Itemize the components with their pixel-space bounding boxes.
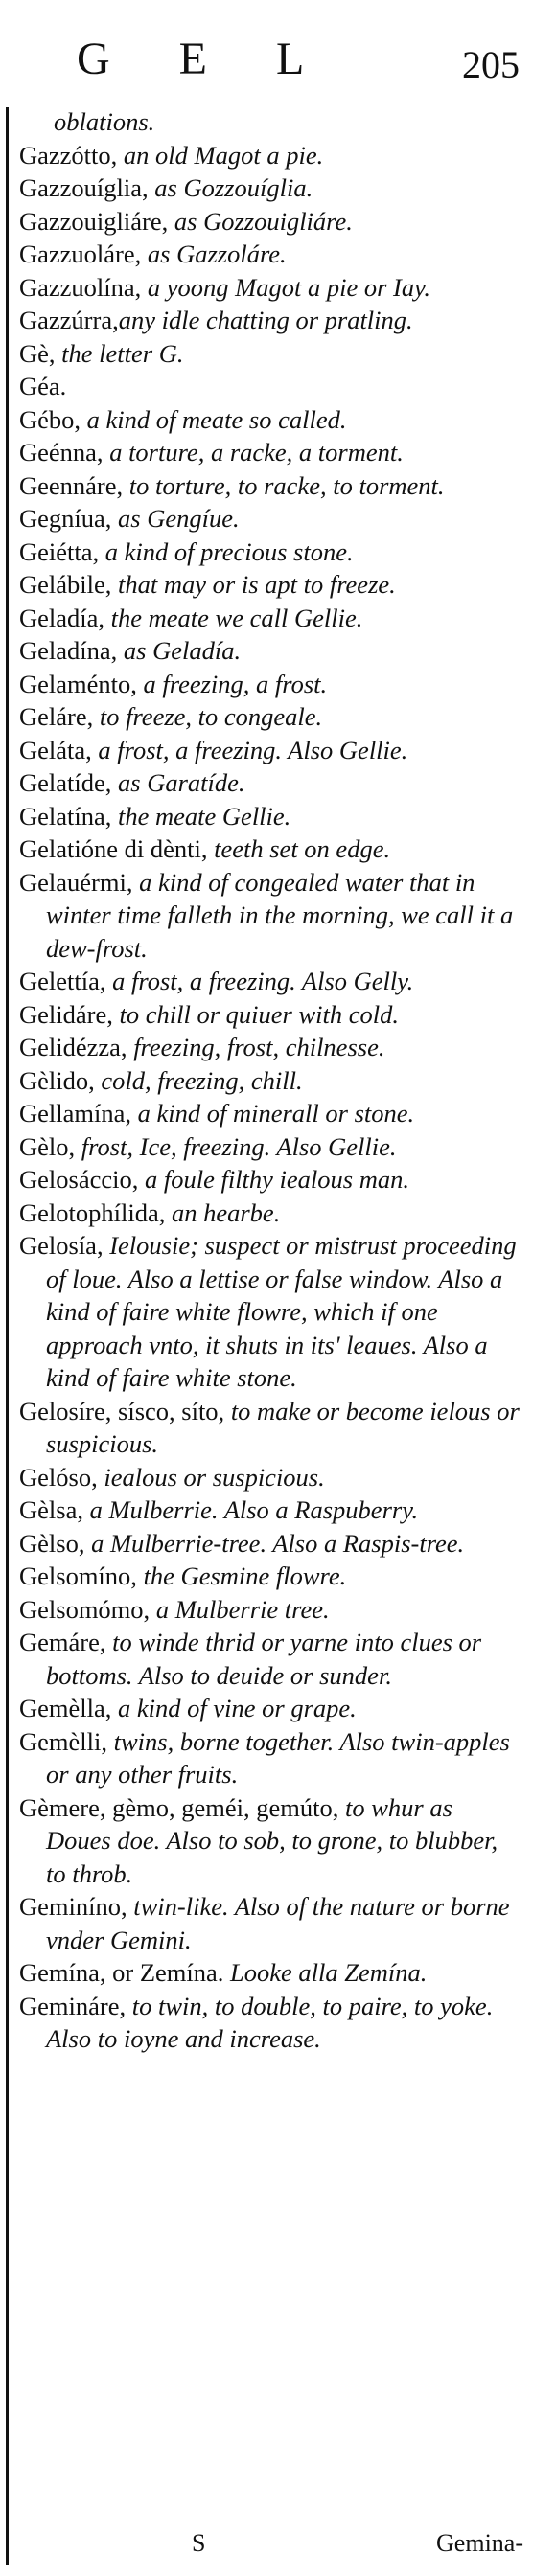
dictionary-entry <box>19 502 522 536</box>
entry-headword: Gèlso, <box>19 1528 85 1558</box>
dictionary-entry <box>19 1956 522 1990</box>
entry-headword: Geláre, <box>19 702 94 731</box>
entry-definition: cold, freezing, chill. <box>94 1065 303 1095</box>
entry-definition: as Gazzoláre. <box>141 239 287 268</box>
entry-headword: Gemináre, <box>19 1991 127 2020</box>
entry-headword: Gelsomómo, <box>19 1594 151 1624</box>
dictionary-entry <box>19 832 522 866</box>
dictionary-entry <box>19 1725 522 1791</box>
entry-headword: Gazzouigliáre, <box>19 206 169 236</box>
entry-definition: to chill or quiuer with cold. <box>112 999 399 1029</box>
entry-headword: Gèlo, <box>19 1131 76 1161</box>
dictionary-entry <box>19 1890 522 1956</box>
entry-headword: Gelettía, <box>19 967 106 995</box>
entry-definition: any idle chatting or pratling. <box>118 306 413 334</box>
entry-definition: to torture, to racke, to torment. <box>123 470 445 500</box>
dictionary-entry <box>19 700 522 734</box>
entry-definition: a kind of congealed water that in winter time falleth in the morning, we call it a dew-frost. <box>46 867 514 963</box>
entry-definition: oblations. <box>54 107 155 136</box>
entry-headword: Geénna, <box>19 438 104 467</box>
entry-headword: Gazzouíglia, <box>19 173 149 202</box>
entry-headword: Gazzúrra, <box>19 306 119 334</box>
entry-headword: Gelatína, <box>19 801 112 831</box>
entry-definition: to winde thrid or yarne into clues or bottoms. Also to deuide or sunder. <box>46 1628 482 1690</box>
entry-headword: Gèlido, <box>19 1065 95 1095</box>
entry-definition: a yoong Magot a pie or Iay. <box>141 272 431 302</box>
entry-definition: twin-like. Also of the nature or borne vnder Gemini. <box>46 1892 510 1954</box>
dictionary-entry <box>19 1395 522 1461</box>
dictionary-entry <box>19 1493 522 1527</box>
entry-definition: a torture, a racke, a torment. <box>103 438 404 467</box>
entry-definition: frost, Ice, freezing. Also Gellie. <box>75 1131 397 1161</box>
entry-column <box>19 105 522 2056</box>
dictionary-entry <box>19 634 522 668</box>
entry-definition: as Garatíde. <box>111 768 245 797</box>
entry-headword: Gazzuolína, <box>19 272 142 302</box>
entry-headword: Gè, <box>19 338 56 368</box>
entry-definition: a frost, a freezing. Also Gelly. <box>105 967 414 995</box>
dictionary-entry <box>19 171 522 205</box>
entry-definition: freezing, frost, chilnesse. <box>127 1033 385 1061</box>
entry-definition: Looke alla Zemína. <box>223 1958 428 1987</box>
dictionary-entry <box>19 403 522 437</box>
entry-headword: Gelábile, <box>19 570 112 599</box>
entry-definition: as Geladía. <box>117 636 242 665</box>
entry-definition: an hearbe. <box>165 1197 281 1227</box>
dictionary-entry <box>19 1163 522 1197</box>
entry-headword: Gazzuoláre, <box>19 239 142 268</box>
dictionary-entry <box>19 436 522 469</box>
entry-headword: Gébo, <box>19 404 81 434</box>
dictionary-entry <box>19 866 522 966</box>
entry-definition: to twin, to double, to paire, to yoke. Also to ioyne and increase. <box>46 1991 494 2053</box>
entry-definition: Ielousie; suspect or mistrust proceeding of loue. Also a lettise or false window. Also a kind of faire white flowre, which if one approach vnto, it shuts in its' leaues. Also a kind of faire white stone. <box>46 1231 517 1392</box>
entry-definition: to whur as Doues doe. Also to sob, to grone, to blubber, to throb. <box>46 1792 498 1888</box>
entry-headword: Gemèlli, <box>19 1726 107 1756</box>
dictionary-entry <box>19 1097 522 1130</box>
entry-headword: Geennáre, <box>19 470 124 500</box>
entry-headword: Gemáre, <box>19 1628 106 1656</box>
entry-headword: Gelóso, <box>19 1462 98 1492</box>
entry-definition: a Mulberrie tree. <box>150 1594 330 1624</box>
page-header <box>0 13 533 100</box>
entry-definition: to freeze, to congeale. <box>93 702 323 731</box>
entry-headword: Gelidézza, <box>19 1033 127 1061</box>
running-head: G E L <box>77 34 334 84</box>
dictionary-entry <box>19 1593 522 1627</box>
dictionary-entry <box>19 1626 522 1692</box>
dictionary-entry <box>19 238 522 271</box>
entry-definition: the Gesmine flowre. <box>136 1562 347 1590</box>
entry-definition: a frost, a freezing. Also Gellie. <box>91 735 408 764</box>
entry-headword: Gelaménto, <box>19 669 137 698</box>
dictionary-entry <box>19 139 522 172</box>
entry-headword: Gelosíre, sísco, síto, <box>19 1396 225 1425</box>
entry-headword: Geladína, <box>19 636 118 665</box>
entry-headword: Gelidáre, <box>19 999 113 1029</box>
dictionary-entry <box>19 1197 522 1230</box>
dictionary-entry <box>19 668 522 701</box>
page-number: 205 <box>462 43 520 86</box>
dictionary-entry <box>19 536 522 569</box>
entry-definition: teeth set on edge. <box>207 834 391 863</box>
dictionary-entry <box>19 1461 522 1494</box>
column-rule <box>6 107 9 2565</box>
entry-headword: Gellamína, <box>19 1099 131 1128</box>
entry-definition: a Mulberrie. Also a Raspuberry. <box>82 1495 419 1524</box>
entry-headword: Gèlsa, <box>19 1495 83 1524</box>
entry-headword: Gelosía, <box>19 1231 104 1260</box>
entry-definition: the letter G. <box>55 338 184 368</box>
dictionary-entry <box>19 1064 522 1098</box>
dictionary-entry <box>19 1692 522 1725</box>
entry-definition: a kind of vine or grape. <box>111 1694 357 1722</box>
dictionary-entry <box>19 370 522 403</box>
dictionary-entry <box>19 1560 522 1593</box>
entry-headword: Gelatióne di dènti, <box>19 834 208 863</box>
dictionary-entry <box>19 469 522 503</box>
entry-definition: twins, borne together. Also twin-apples or any other fruits. <box>46 1726 510 1789</box>
dictionary-entry <box>19 1229 522 1395</box>
entry-definition: a freezing, a frost. <box>136 669 328 698</box>
entry-headword: Gemína, or Zemína. <box>19 1958 224 1987</box>
entry-headword: Gelauérmi, <box>19 867 133 897</box>
entry-definition: a Mulberrie-tree. Also a Raspis-tree. <box>84 1528 465 1558</box>
dictionary-entry <box>19 1527 522 1561</box>
dictionary-entry <box>19 602 522 635</box>
entry-definition: to make or become ielous or suspicious. <box>46 1396 520 1458</box>
dictionary-entry <box>19 998 522 1032</box>
entry-headword: Gèmere, gèmo, geméi, gemúto, <box>19 1792 339 1822</box>
entry-definition: as Gozzouíglia. <box>148 173 313 202</box>
entry-definition: as Gozzouigliáre. <box>168 206 353 236</box>
entry-definition: a kind of precious stone. <box>99 536 354 566</box>
dictionary-entry <box>19 1791 522 1891</box>
entry-headword: Gemèlla, <box>19 1694 112 1722</box>
dictionary-entry <box>19 568 522 602</box>
entry-definition: iealous or suspicious. <box>97 1462 325 1492</box>
dictionary-entry <box>19 337 522 371</box>
dictionary-entry <box>19 205 522 239</box>
dictionary-entry <box>19 271 522 305</box>
dictionary-entry <box>19 965 522 998</box>
catchword: Gemina- <box>436 2529 523 2557</box>
signature-mark: S <box>192 2529 206 2557</box>
dictionary-entry <box>19 800 522 833</box>
entry-headword: Gegníua, <box>19 504 112 533</box>
entry-headword: Geláta, <box>19 735 92 764</box>
entry-definition: the meate Gellie. <box>111 801 291 831</box>
dictionary-entry <box>19 304 522 337</box>
entry-headword: Gazzótto, <box>19 140 118 170</box>
entry-headword: Gelsomíno, <box>19 1562 137 1590</box>
entry-definition: a foule filthy iealous man. <box>138 1165 409 1194</box>
dictionary-entry <box>19 1031 522 1064</box>
entry-definition: as Gengíue. <box>111 504 240 533</box>
dictionary-entry <box>19 1130 522 1164</box>
entry-headword: Gelotophílida, <box>19 1197 166 1227</box>
dictionary-entry <box>19 105 522 139</box>
entry-definition: an old Magot a pie. <box>117 140 324 170</box>
entry-headword: Gelatíde, <box>19 768 112 797</box>
entry-headword: Geiétta, <box>19 536 100 566</box>
entry-headword: Geminíno, <box>19 1892 127 1921</box>
entry-definition: the meate we call Gellie. <box>104 603 363 632</box>
page-footer <box>0 2529 533 2567</box>
entry-headword: Géa. <box>19 372 67 400</box>
dictionary-entry <box>19 1990 522 2056</box>
entry-definition: that may or is apt to freeze. <box>111 570 396 599</box>
entry-headword: Gelosáccio, <box>19 1165 139 1194</box>
dictionary-entry <box>19 734 522 767</box>
dictionary-entry <box>19 766 522 800</box>
entry-definition: a kind of minerall or stone. <box>131 1099 415 1128</box>
entry-definition: a kind of meate so called. <box>81 404 347 434</box>
entry-headword: Geladía, <box>19 603 105 632</box>
